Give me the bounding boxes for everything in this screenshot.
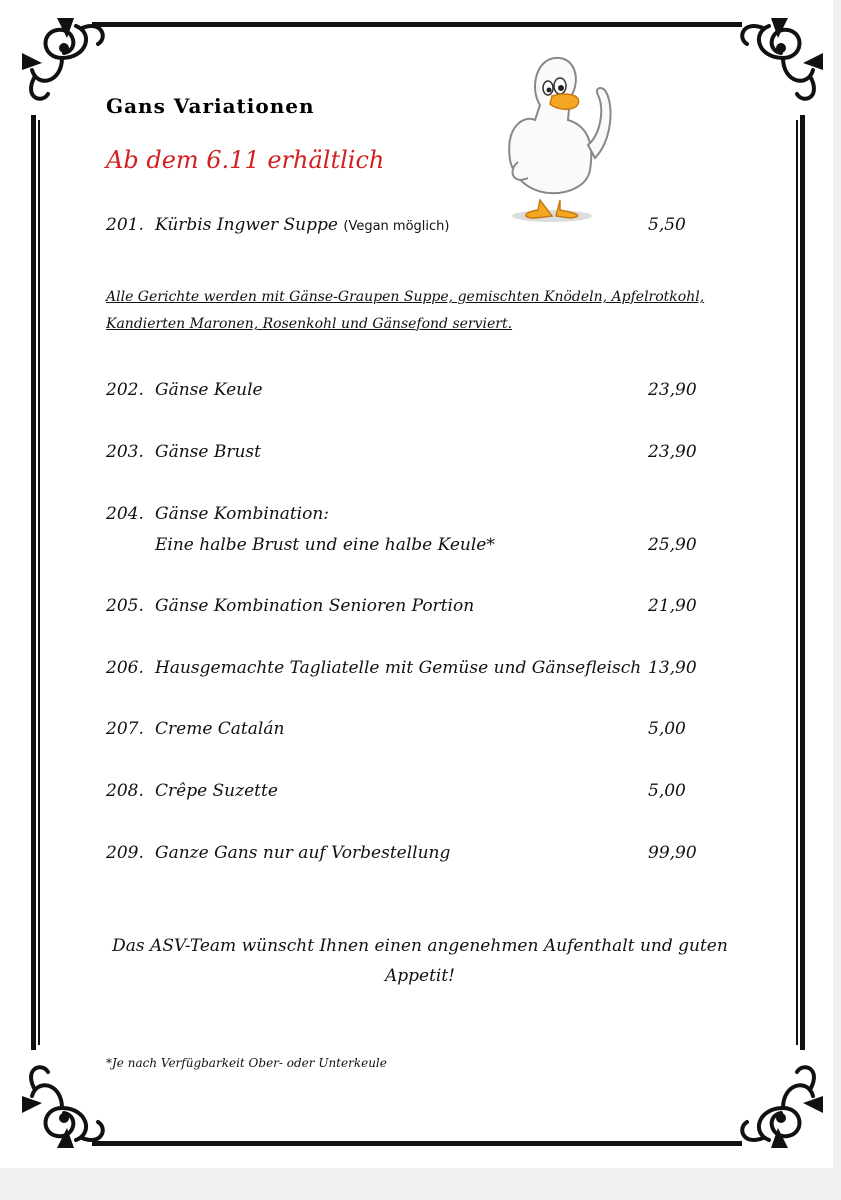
closing-line: Das ASV-Team wünscht Ihnen einen angenehmen Aufenthalt und guten xyxy=(112,936,728,956)
corner-ornament-icon xyxy=(12,1058,112,1158)
menu-title: Gans Variationen xyxy=(106,94,315,118)
frame-top-line xyxy=(92,22,742,27)
item-number: 202. xyxy=(106,380,144,400)
frame-right-line xyxy=(800,115,805,1050)
item-number: 201. xyxy=(106,215,144,235)
item-name: Creme Catalán xyxy=(155,719,285,739)
item-number: 209. xyxy=(106,843,144,863)
side-dishes-info xyxy=(106,284,706,338)
item-number: 206. xyxy=(106,658,144,678)
frame-right-inner-line xyxy=(796,120,798,1045)
frame-left-inner-line xyxy=(38,120,40,1045)
item-price: 21,90 xyxy=(648,596,697,616)
closing-message xyxy=(100,931,740,991)
item-number: 204. xyxy=(106,504,144,524)
item-name: Hausgemachte Tagliatelle mit Gemüse und Gänsefleisch xyxy=(155,658,642,678)
item-number: 208. xyxy=(106,781,144,801)
item-description: Eine halbe Brust und eine halbe Keule* xyxy=(155,535,495,555)
availability-subtitle: Ab dem 6.11 erhältlich xyxy=(106,146,385,174)
item-name: Crêpe Suzette xyxy=(155,781,278,801)
item-name-text: Kürbis Ingwer Suppe xyxy=(155,215,338,235)
closing-line: Appetit! xyxy=(384,966,456,986)
item-name xyxy=(155,215,449,235)
info-line: Alle Gerichte werden mit Gänse-Graupen Suppe, gemischten Knödeln, Apfelrotkohl, xyxy=(106,289,705,305)
item-number: 207. xyxy=(106,719,144,739)
item-price: 5,00 xyxy=(648,719,686,739)
item-name: Gänse Kombination Senioren Portion xyxy=(155,596,475,616)
item-price: 5,00 xyxy=(648,781,686,801)
footnote: *Je nach Verfügbarkeit Ober- oder Unterkeule xyxy=(106,1056,387,1070)
vegan-note: (Vegan möglich) xyxy=(343,219,450,234)
info-line: Kandierten Maronen, Rosenkohl und Gänsefond serviert. xyxy=(106,316,513,332)
item-price: 99,90 xyxy=(648,843,697,863)
item-number: 203. xyxy=(106,442,144,462)
item-name: Gänse Keule xyxy=(155,380,263,400)
item-name: Gänse Brust xyxy=(155,442,261,462)
duck-mascot-icon xyxy=(490,50,620,225)
item-name: Gänse Kombination: xyxy=(155,504,330,524)
corner-ornament-icon xyxy=(733,8,833,108)
item-price: 13,90 xyxy=(648,658,697,678)
item-price: 5,50 xyxy=(648,215,686,235)
item-name: Ganze Gans nur auf Vorbestellung xyxy=(155,843,451,863)
corner-ornament-icon xyxy=(12,8,112,108)
item-price: 23,90 xyxy=(648,442,697,462)
corner-ornament-icon xyxy=(733,1058,833,1158)
item-price: 23,90 xyxy=(648,380,697,400)
item-price: 25,90 xyxy=(648,535,697,555)
frame-bottom-line xyxy=(92,1141,742,1146)
item-number: 205. xyxy=(106,596,144,616)
frame-left-line xyxy=(31,115,36,1050)
